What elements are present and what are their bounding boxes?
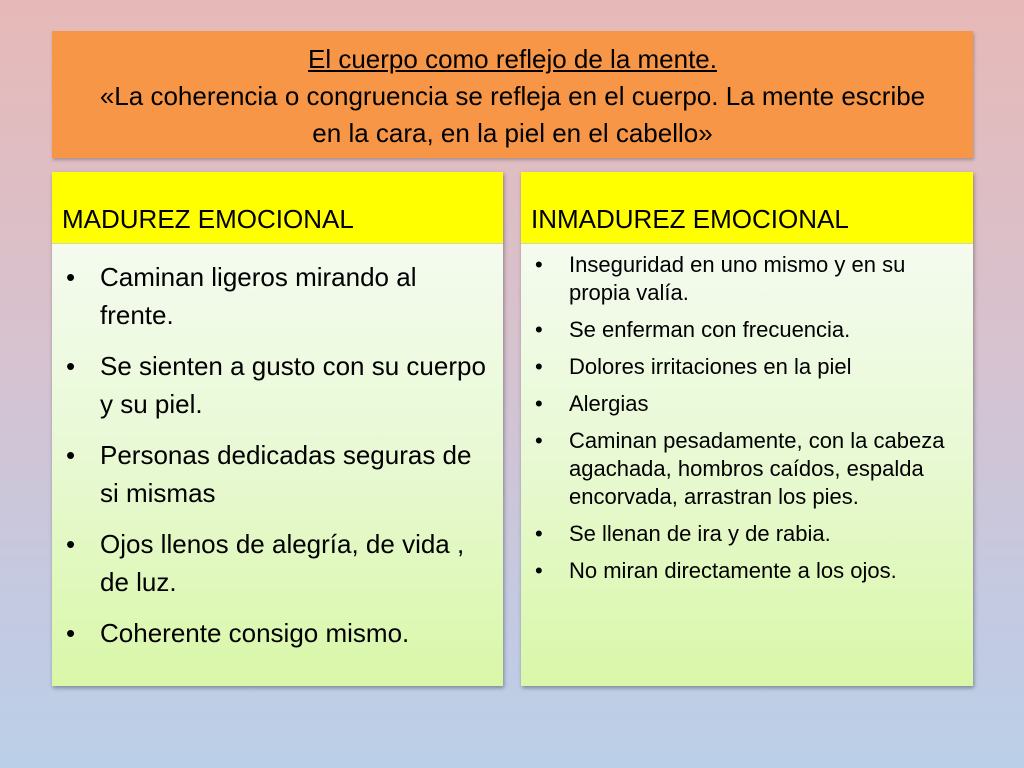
column-header-madurez: MADUREZ EMOCIONAL <box>52 172 503 243</box>
list-item: • Personas dedicadas seguras de si mismas <box>62 436 493 512</box>
list-item: • Caminan pesadamente, con la cabeza agachada, hombros caídos, espalda encorvada, arrastran los pies. <box>531 427 965 511</box>
list-item: • Alergias <box>531 390 965 418</box>
column-header-inmadurez: INMADUREZ EMOCIONAL <box>521 172 973 243</box>
column-inmadurez <box>521 172 973 686</box>
list-item: • Caminan ligeros mirando al frente. <box>62 258 493 334</box>
list-inmadurez <box>521 244 973 585</box>
slide-title-box <box>52 31 973 158</box>
list-item: • Se enferman con frecuencia. <box>531 316 965 344</box>
list-item: • Ojos llenos de alegría, de vida , de luz. <box>62 525 493 601</box>
list-item: • Se sienten a gusto con su cuerpo y su piel. <box>62 347 493 423</box>
column-body-inmadurez <box>521 243 973 686</box>
list-item: • Inseguridad en uno mismo y en su propia valía. <box>531 251 965 307</box>
slide-title: El cuerpo como reflejo de la mente. <box>308 44 717 74</box>
list-item: • No miran directamente a los ojos. <box>531 557 965 585</box>
list-item: • Dolores irritaciones en la piel <box>531 353 965 381</box>
list-item: • Se llenan de ira y de rabia. <box>531 520 965 548</box>
slide-subtitle-quote: «La coherencia o congruencia se refleja en el cuerpo. La mente escribe en la cara, en la piel en el cabello» <box>99 81 926 148</box>
column-madurez <box>52 172 503 686</box>
list-item: • Coherente consigo mismo. <box>62 614 493 652</box>
list-madurez <box>52 244 503 652</box>
column-body-madurez <box>52 243 503 686</box>
